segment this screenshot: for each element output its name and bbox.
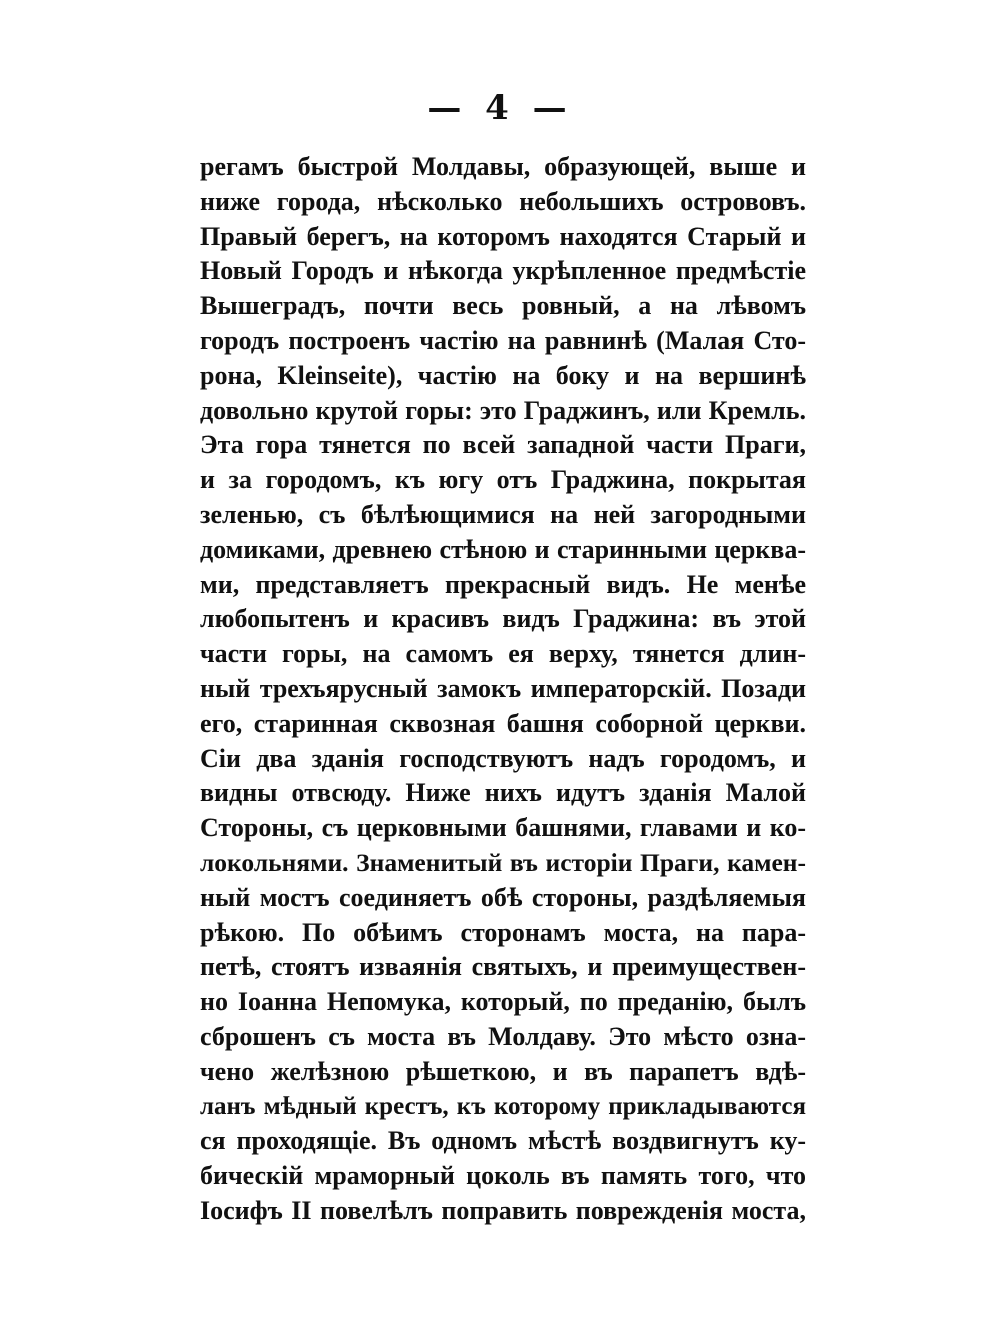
page-number: — 4 — [427,88,573,128]
text-line-12: домиками, древнею стѣною и старинными церква- [200,534,806,564]
text-line-6: городъ построенъ частію на равнинѣ (Малая Сто- [200,325,806,355]
text-line-29: ся проходящіе. Въ одномъ мѣстѣ воздвигнутъ ку- [200,1126,806,1156]
text-line-26: сброшенъ съ моста въ Молдаву. Это мѣсто озна- [200,1021,806,1051]
text-line-4: Новый Городъ и нѣкогда укрѣпленное предмѣстіе [200,256,806,286]
text-line-25: но Іоанна Непомука, который, по преданію, былъ [200,987,806,1017]
text-line-8: довольно крутой горы: это Граджинъ, или Кремль. [200,395,806,425]
text-line-16: ный трехъярусный замокъ императорскій. Позади [200,673,806,703]
text-line-5: Вышеградъ, почти весь ровный, а на лѣвомъ [200,291,806,321]
text-line-28: ланъ мѣдный крестъ, къ которому прикладываются [200,1092,806,1120]
text-line-18: Сіи два зданія господствуютъ надъ городомъ, и [200,743,806,773]
body-text [200,150,806,1229]
text-line-7: рона, Kleinseite), частію на боку и на вершинѣ [200,360,806,390]
text-line-15: части горы, на самомъ ея верху, тянется длин- [200,639,806,669]
text-line-27: чено желѣзною рѣшеткою, и въ парапетъ вдѣ- [200,1056,806,1086]
text-line-21: локольнями. Знаменитый въ исторіи Праги, камен- [200,847,806,877]
text-line-9: Эта гора тянется по всей западной части Праги, [200,430,806,460]
text-line-1: регамъ быстрой Молдавы, образующей, выше и [200,152,806,181]
text-line-20: Стороны, съ церковными башнями, главами и ко- [200,813,806,843]
text-line-10: и за городомъ, къ югу отъ Граджина, покрытая [200,465,806,495]
text-line-14: любопытенъ и красивъ видъ Граджина: въ этой [200,604,806,634]
text-line-23: рѣкою. По обѣимъ сторонамъ моста, на пара- [200,917,806,947]
text-line-3: Правый берегъ, на которомъ находятся Старый и [200,221,806,251]
text-line-17: его, старинная сквозная башня соборной церкви. [200,708,806,738]
text-line-24: петѣ, стоятъ изваянія святыхъ, и преимуществен- [200,952,806,982]
text-line-31: Іосифъ II повелѣлъ поправить поврежденія моста, [200,1195,806,1225]
text-line-22: ный мостъ соединяетъ обѣ стороны, раздѣляемыя [200,882,806,912]
text-line-2: ниже города, нѣсколько небольшихъ острововъ. [200,186,806,216]
text-line-13: ми, представляетъ прекрасный видъ. Не менѣе [200,569,806,599]
text-line-19: видны отвсюду. Ниже нихъ идутъ зданія Малой [200,778,806,808]
text-line-30: бическій мраморный цоколь въ память того, что [200,1161,806,1191]
text-line-11: зеленью, съ бѣлѣющимися на ней загородными [200,499,806,529]
